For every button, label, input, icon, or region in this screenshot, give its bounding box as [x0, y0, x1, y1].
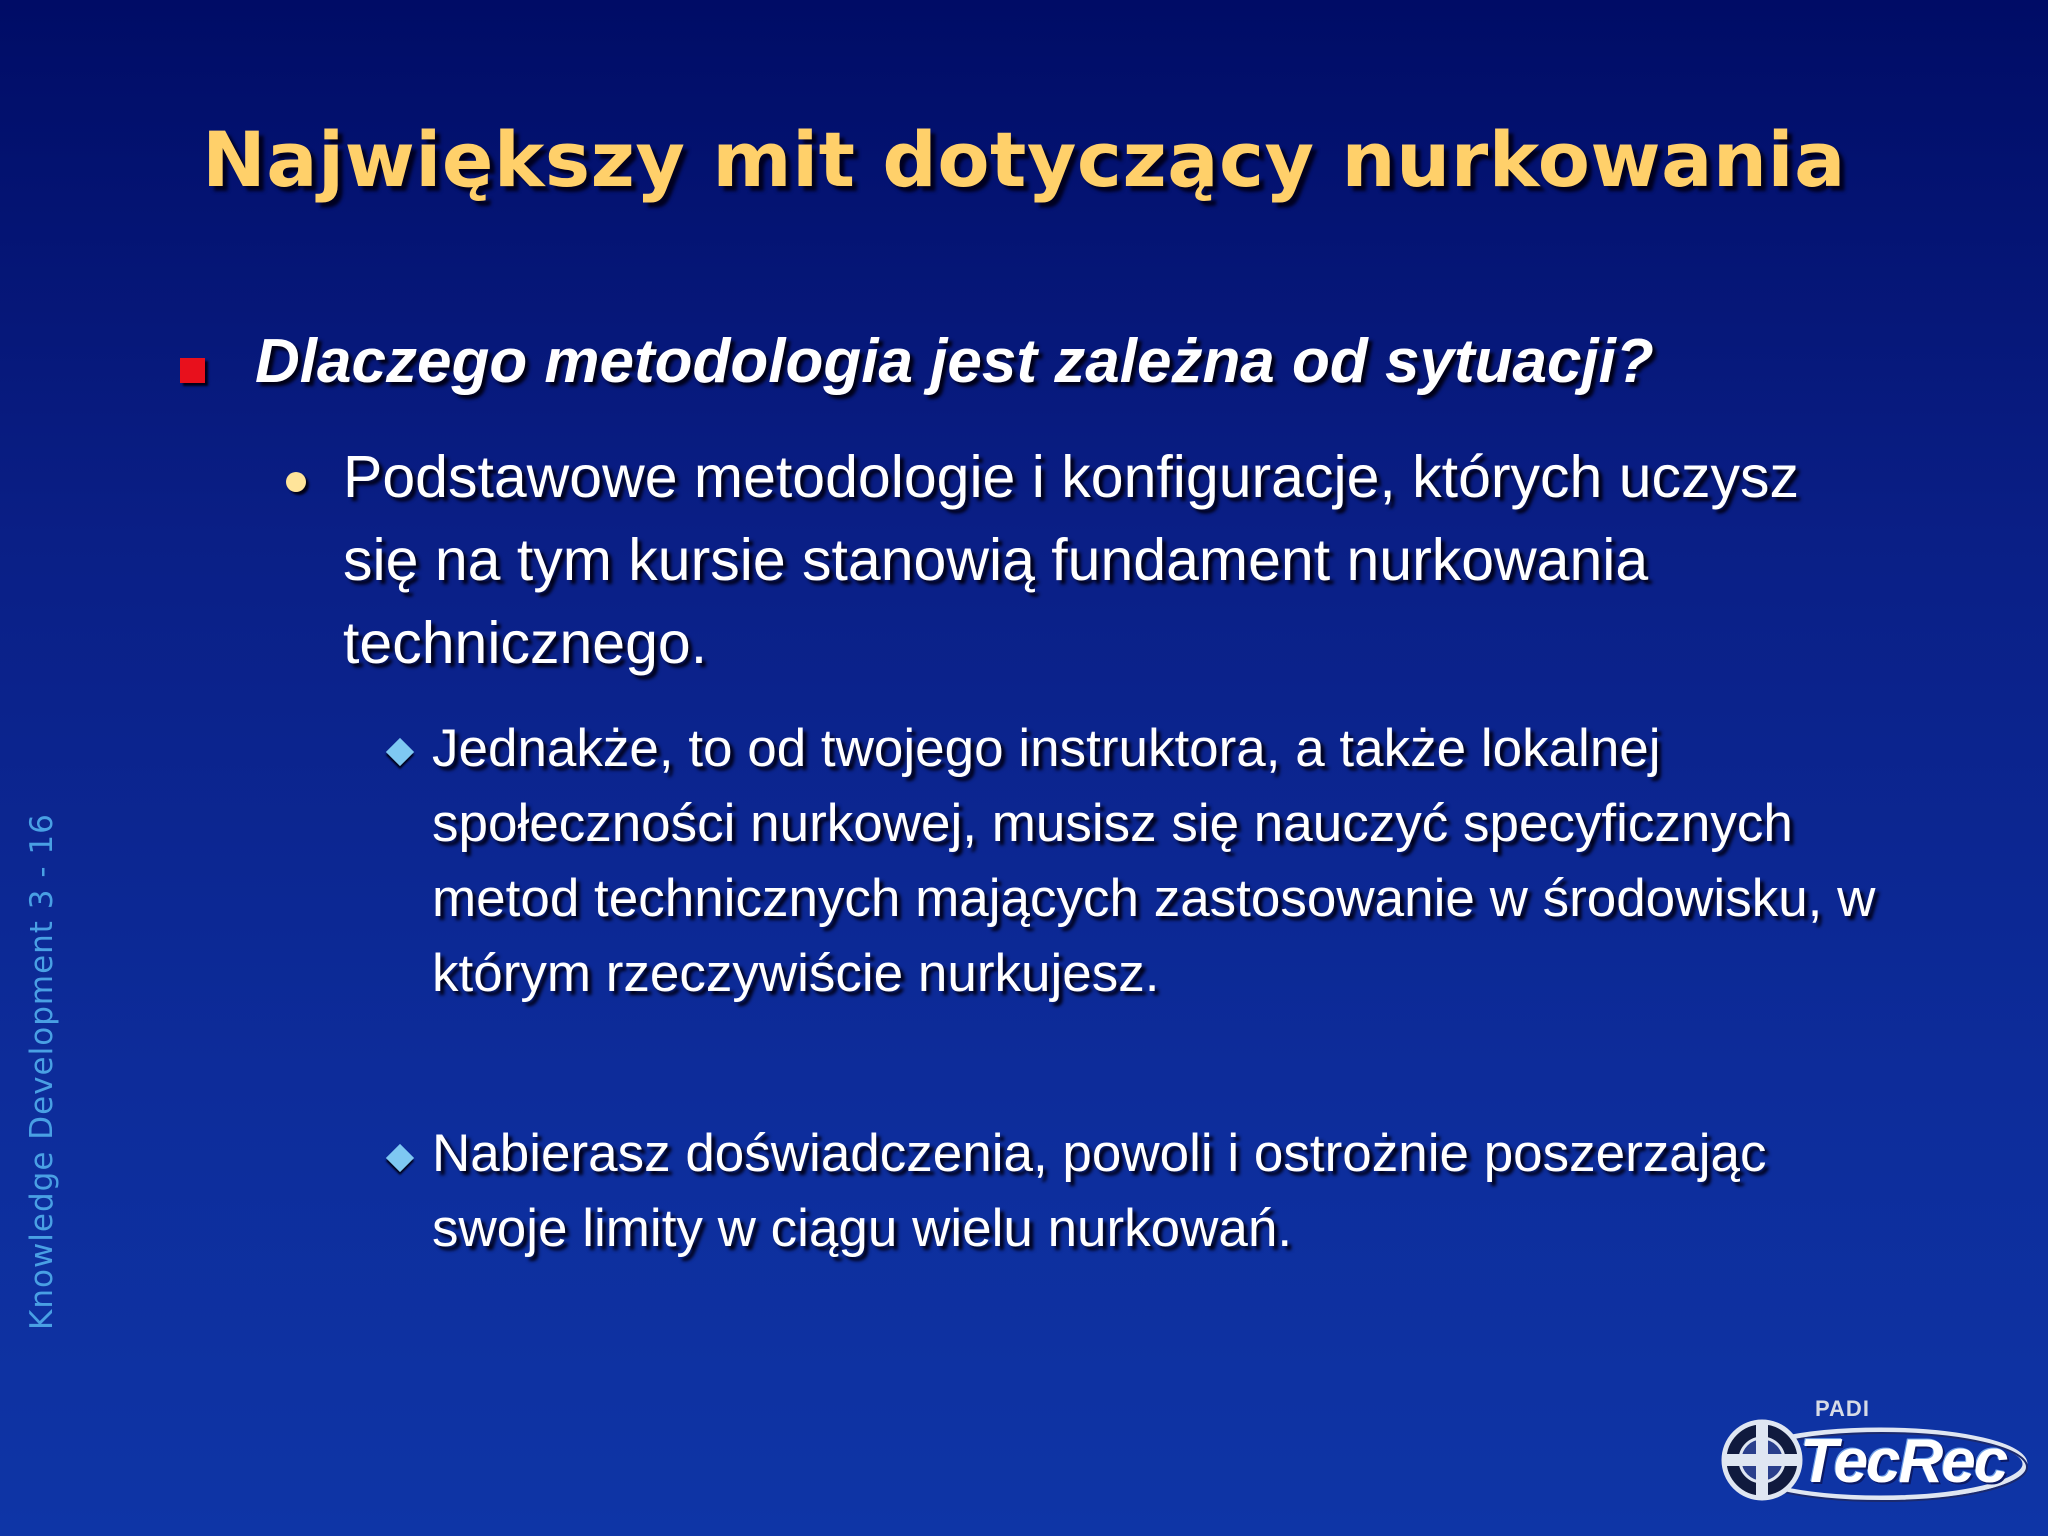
diamond-bullet-icon: [386, 1144, 414, 1172]
slide-title: Największy mit dotyczący nurkowania: [202, 115, 1846, 204]
dot-bullet-icon: [286, 472, 306, 492]
logo-wordmark-text: TecRec: [1800, 1427, 2007, 1496]
square-bullet-icon: [180, 358, 205, 383]
bullet-level1-text: Dlaczego metodologia jest zależna od sytuacji?: [255, 327, 1654, 396]
bullet-level3-text-2: Nabierasz doświadczenia, powoli i ostrożnie poszerzając swoje limity w ciągu wielu nurkowań.: [432, 1124, 1767, 1258]
sidebar-label: Knowledge Development 3 - 16: [24, 813, 60, 1330]
bullet-level2-text: Podstawowe metodologie i konfiguracje, których uczysz się na tym kursie stanowią fundament nurkowania technicznego.: [343, 444, 1800, 676]
bullet-level3-text-1: Jednakże, to od twojego instruktora, a także lokalnej społeczności nurkowej, musisz się nauczyć specyficznych metod technicznych mających zastosowanie w środowisku, w którym rzeczywiście nurkujesz.: [432, 719, 1876, 1003]
padi-tecrec-logo: [1700, 1390, 2030, 1520]
diamond-bullet-icon: [386, 738, 414, 766]
logo-brand-text: PADI: [1815, 1396, 1870, 1421]
